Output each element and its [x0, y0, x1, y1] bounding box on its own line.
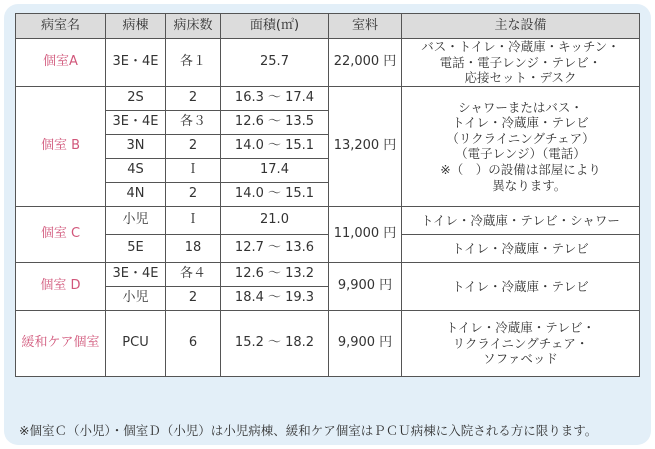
- area-cell: 14.0 ～ 15.1: [221, 182, 329, 206]
- room-c-facilities: トイレ・冷蔵庫・テレビ・シャワー: [402, 206, 640, 234]
- room-d-fee: 9,900 円: [329, 262, 402, 310]
- room-pcu-fee: 9,900 円: [329, 310, 402, 376]
- facility-line: トイレ・冷蔵庫・テレビ: [452, 115, 589, 131]
- facility-line: （電子レンジ）（電話）: [455, 146, 586, 162]
- area-cell: 12.7 ～ 13.6: [221, 234, 329, 262]
- facility-line: 応接セット・デスク: [464, 70, 577, 86]
- footnote: ※個室Ｃ（小児）・個室Ｄ（小児）は小児病棟、緩和ケア個室はＰＣＵ病棟に入院される方に限ります。: [19, 423, 598, 438]
- ward-cell: 小児: [106, 286, 166, 310]
- table-row: [16, 86, 640, 110]
- beds-cell: 2: [166, 182, 221, 206]
- beds-cell: 2: [166, 286, 221, 310]
- area-cell: 17.4: [221, 158, 329, 182]
- ward-cell: 3E・4E: [106, 110, 166, 134]
- area-cell: 21.0: [221, 206, 329, 234]
- ward-cell: 3N: [106, 134, 166, 158]
- room-d-facilities: トイレ・冷蔵庫・テレビ: [402, 262, 640, 310]
- ward-cell: 小児: [106, 206, 166, 234]
- beds-cell: 各１: [166, 39, 221, 87]
- room-c-facilities: トイレ・冷蔵庫・テレビ: [402, 234, 640, 262]
- area-cell: 16.3 ～ 17.4: [221, 86, 329, 110]
- table-row: [16, 39, 640, 87]
- table-row: [16, 206, 640, 234]
- facility-line: バス・トイレ・冷蔵庫・キッチン・: [421, 39, 620, 54]
- ward-cell: 4S: [106, 158, 166, 182]
- room-a-name: 個室A: [16, 39, 106, 87]
- ward-cell: 3E・4E: [106, 262, 166, 286]
- table-row: [16, 310, 640, 376]
- room-c-fee: 11,000 円: [329, 206, 402, 262]
- beds-cell: Ｉ: [166, 158, 221, 182]
- facility-line: トイレ・冷蔵庫・テレビ・: [445, 319, 596, 335]
- ward-cell: 2S: [106, 86, 166, 110]
- facility-line: 電話・電子レンジ・テレビ・: [439, 54, 602, 70]
- beds-cell: 18: [166, 234, 221, 262]
- ward-cell: 5E: [106, 234, 166, 262]
- area-cell: 14.0 ～ 15.1: [221, 134, 329, 158]
- facility-line: 異なります。: [492, 177, 567, 193]
- room-a-facilities: [402, 39, 640, 87]
- beds-cell: Ｉ: [166, 206, 221, 234]
- area-cell: 15.2 ～ 18.2: [221, 310, 329, 376]
- ward-cell: PCU: [106, 310, 166, 376]
- room-pcu-facilities: [402, 310, 640, 376]
- beds-cell: 各４: [166, 262, 221, 286]
- room-pcu-name: 緩和ケア個室: [16, 310, 106, 376]
- header-beds: 病床数: [166, 14, 221, 39]
- room-b-fee: 13,200 円: [329, 86, 402, 206]
- area-cell: 12.6 ～ 13.5: [221, 110, 329, 134]
- area-cell: 12.6 ～ 13.2: [221, 262, 329, 286]
- header-room-name: 病室名: [16, 14, 106, 39]
- beds-cell: 2: [166, 86, 221, 110]
- header-ward: 病棟: [106, 14, 166, 39]
- room-b-name: 個室 B: [16, 86, 106, 206]
- facility-line: リクライニングチェア・: [452, 335, 589, 351]
- header-row: [16, 14, 640, 39]
- room-b-facilities: [402, 86, 640, 206]
- table-row: [16, 234, 640, 262]
- ward-cell: 3E・4E: [106, 39, 166, 87]
- beds-cell: 2: [166, 134, 221, 158]
- room-d-name: 個室 D: [16, 262, 106, 310]
- area-cell: 25.7: [221, 39, 329, 87]
- room-c-name: 個室 C: [16, 206, 106, 262]
- facility-line: ※（ ）の設備は部屋により: [440, 162, 601, 177]
- beds-cell: 各３: [166, 110, 221, 134]
- ward-cell: 4N: [106, 182, 166, 206]
- header-facilities: 主な設備: [402, 14, 640, 39]
- header-area: 面積(㎡): [221, 14, 329, 39]
- table-row: [16, 262, 640, 286]
- facility-line: ソファベッド: [483, 351, 558, 367]
- header-fee: 室料: [329, 14, 402, 39]
- beds-cell: 6: [166, 310, 221, 376]
- room-fee-table: [15, 13, 640, 377]
- room-a-fee: 22,000 円: [329, 39, 402, 87]
- facility-line: シャワーまたはバス・: [458, 99, 583, 115]
- facility-line: （リクライニングチェア）: [446, 130, 595, 146]
- area-cell: 18.4 ～ 19.3: [221, 286, 329, 310]
